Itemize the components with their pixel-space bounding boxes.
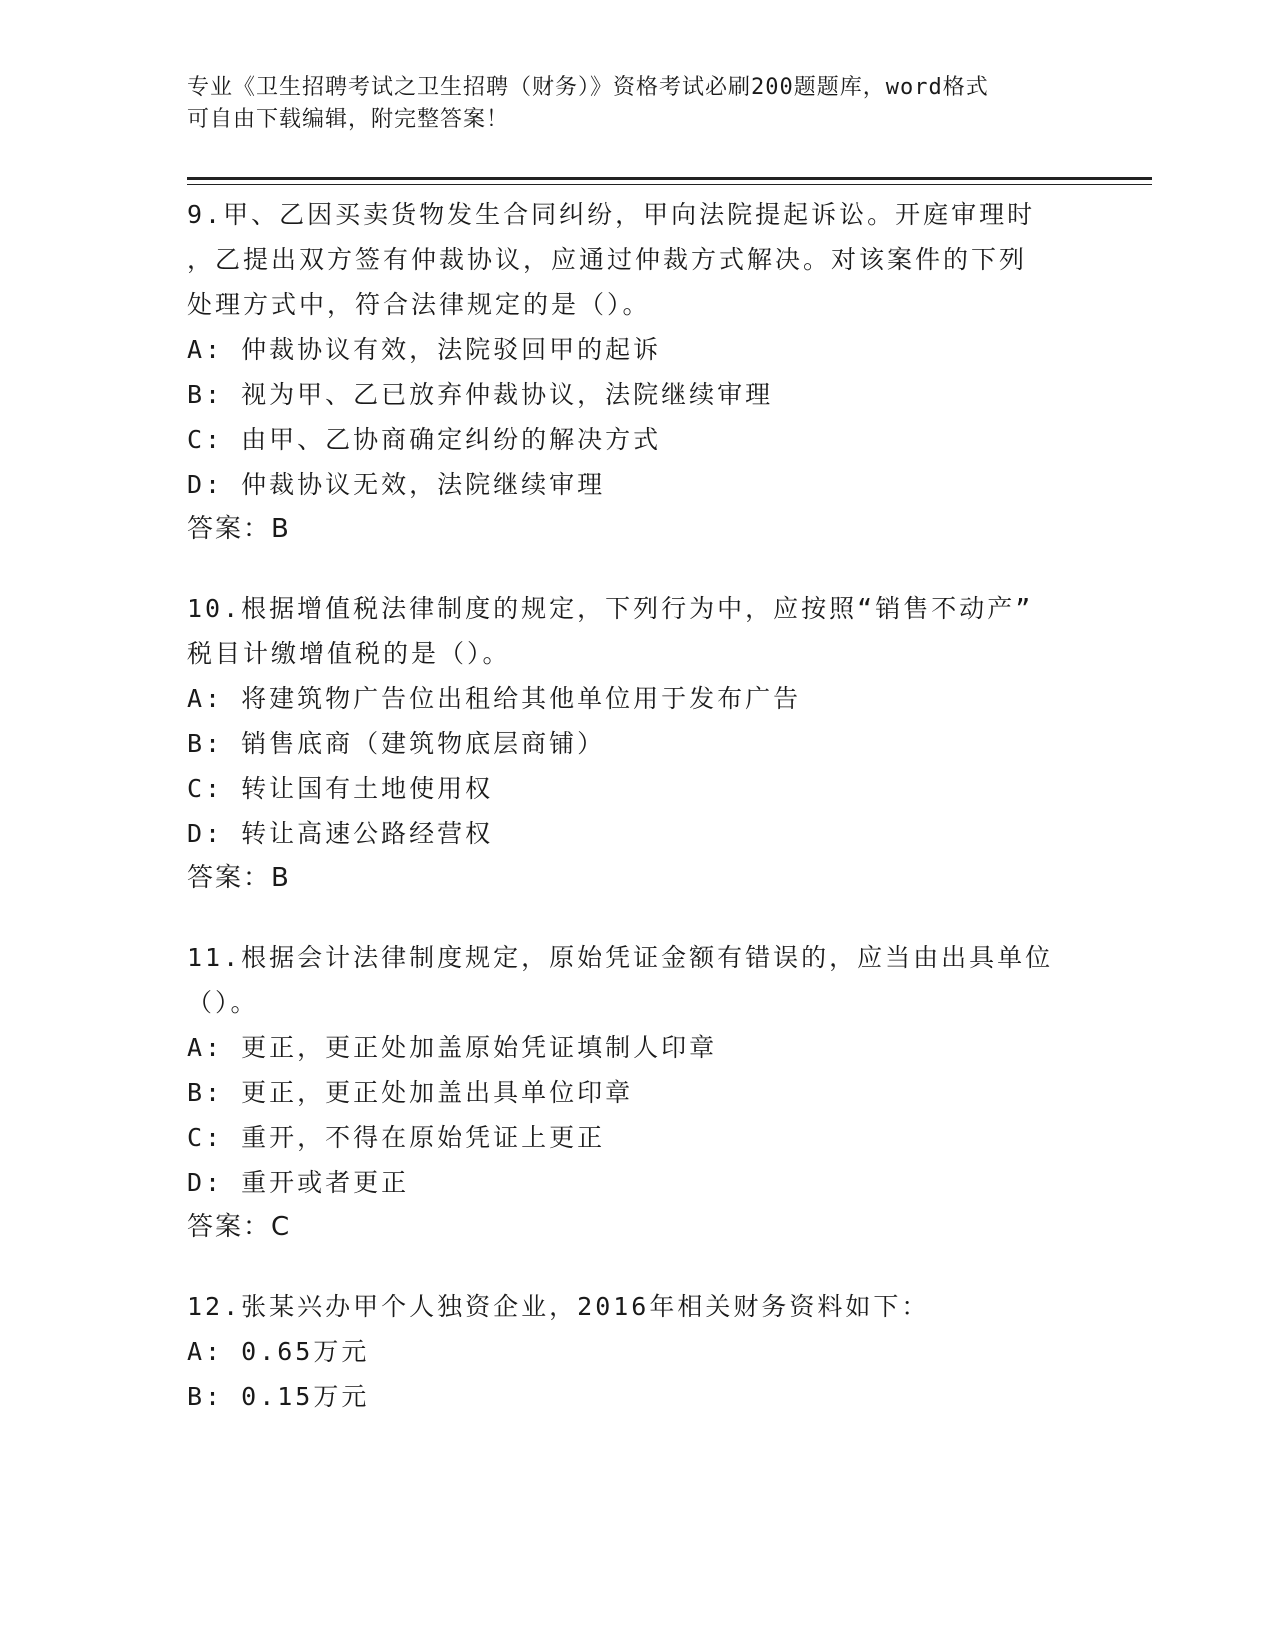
question-stem-line: 9.甲、乙因买卖货物发生合同纠纷，甲向法院提起诉讼。开庭审理时 [187,200,1036,229]
question-stem-line: 12.张某兴办甲个人独资企业，2016年相关财务资料如下： [187,1292,930,1321]
question-stem-line: 税目计缴增值税的是（）。 [187,639,511,668]
option-d: D: 仲裁协议无效，法院继续审理 [187,470,606,499]
question-9 [187,192,1087,552]
option-a: A: 仲裁协议有效，法院驳回甲的起诉 [187,335,662,364]
question-stem-line: ，乙提出双方签有仲裁协议，应通过仲裁方式解决。对该案件的下列 [187,245,1028,274]
question-10 [187,586,1087,901]
question-list [187,192,1087,1453]
option-b: B: 更正，更正处加盖出具单位印章 [187,1078,634,1107]
option-b: B: 销售底商（建筑物底层商铺） [187,729,606,758]
option-a: A: 0.65万元 [187,1337,370,1366]
option-d: D: 重开或者更正 [187,1168,410,1197]
answer-line: 答案：C [187,1212,292,1242]
question-stem-line: 11.根据会计法律制度规定，原始凭证金额有错误的，应当由出具单位 [187,943,1054,972]
header-divider-thick [187,177,1152,180]
option-c: C: 重开，不得在原始凭证上更正 [187,1123,606,1152]
option-d: D: 转让高速公路经营权 [187,819,494,848]
document-header [187,72,1087,136]
answer-line: 答案：B [187,863,291,893]
question-11 [187,935,1087,1250]
header-line-1: 专业《卫生招聘考试之卫生招聘（财务）》资格考试必刷200题题库，word格式 [187,75,989,100]
question-stem-line: （）。 [187,988,259,1017]
question-12 [187,1284,1087,1419]
option-b: B: 0.15万元 [187,1382,370,1411]
option-c: C: 由甲、乙协商确定纠纷的解决方式 [187,425,662,454]
question-stem-line: 10.根据增值税法律制度的规定，下列行为中，应按照“销售不动产” [187,594,1034,623]
option-c: C: 转让国有土地使用权 [187,774,494,803]
option-a: A: 更正，更正处加盖原始凭证填制人印章 [187,1033,718,1062]
answer-line: 答案：B [187,514,291,544]
question-stem-line: 处理方式中，符合法律规定的是（）。 [187,290,651,319]
header-divider-thin [187,184,1152,185]
header-line-2: 可自由下载编辑，附完整答案！ [187,107,510,132]
option-a: A: 将建筑物广告位出租给其他单位用于发布广告 [187,684,802,713]
option-b: B: 视为甲、乙已放弃仲裁协议，法院继续审理 [187,380,774,409]
